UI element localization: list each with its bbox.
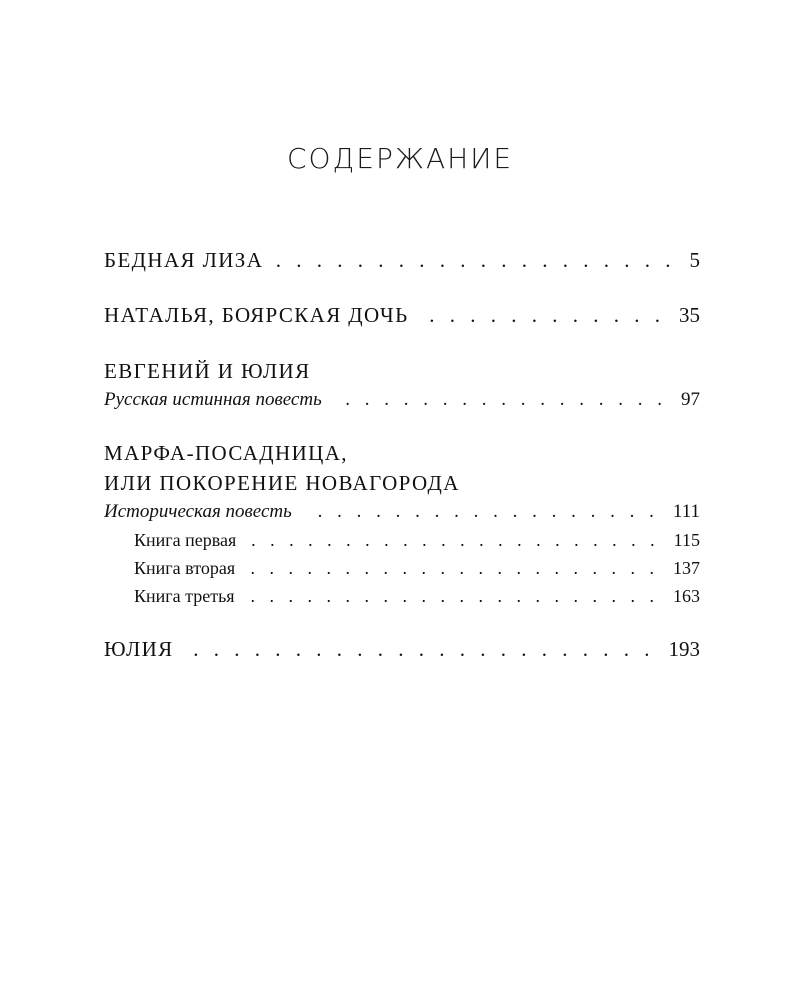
toc-entry-bednaya-liza [104, 245, 700, 275]
dot-leader [277, 245, 675, 275]
toc-line [104, 498, 700, 526]
dot-leader [188, 634, 655, 664]
toc-line [104, 245, 700, 275]
toc-subentry-title: Книга вторая [134, 558, 236, 578]
toc-line [104, 300, 700, 330]
dot-leader [306, 498, 659, 526]
toc-page-number: 137 [673, 558, 700, 578]
dot-leader [250, 526, 659, 554]
toc-entry-title-line-2: ИЛИ ПОКОРЕНИЕ НОВАГОРОДА [104, 471, 460, 495]
toc-entry-natalya [104, 300, 700, 330]
toc-line [104, 386, 700, 414]
toc-entry-yuliya [104, 634, 700, 664]
dot-leader [249, 554, 659, 582]
dot-leader [249, 582, 659, 610]
dot-leader [423, 300, 665, 330]
toc-entry-title-line-1: МАРФА-ПОСАДНИЦА, [104, 441, 348, 465]
toc-entry-title: ЮЛИЯ [104, 637, 174, 661]
dot-leader [336, 386, 667, 414]
toc-subentry-title: Книга первая [134, 530, 237, 550]
toc-page-number: 111 [672, 501, 700, 522]
toc-entry-subtitle: Историческая повесть [104, 501, 292, 522]
page-title: СОДЕРЖАНИЕ [286, 142, 514, 175]
toc-entry-title: НАТАЛЬЯ, БОЯРСКАЯ ДОЧЬ [104, 303, 409, 327]
toc-subentry-book-3 [104, 582, 700, 610]
toc-entry-marfa-posadnitsa [104, 438, 700, 610]
toc-subentry-book-2 [104, 554, 700, 582]
toc-line [104, 634, 700, 664]
toc-entry-title: ЕВГЕНИЙ И ЮЛИЯ [104, 359, 311, 383]
toc-page-number: 115 [673, 530, 700, 550]
toc-page-number: 193 [668, 637, 700, 661]
toc-page-number: 163 [673, 586, 700, 606]
toc-page-number: 97 [681, 389, 700, 410]
toc-subentry-title: Книга третья [134, 586, 235, 606]
toc-page-number: 35 [679, 303, 700, 327]
toc-entry-subtitle: Русская истинная повесть [104, 389, 322, 410]
toc-subentry-book-1 [104, 526, 700, 554]
toc-page-number: 5 [689, 248, 700, 272]
toc-entry-title: БЕДНАЯ ЛИЗА [104, 248, 264, 272]
toc-entry-evgeniy-i-yuliya [104, 356, 700, 414]
